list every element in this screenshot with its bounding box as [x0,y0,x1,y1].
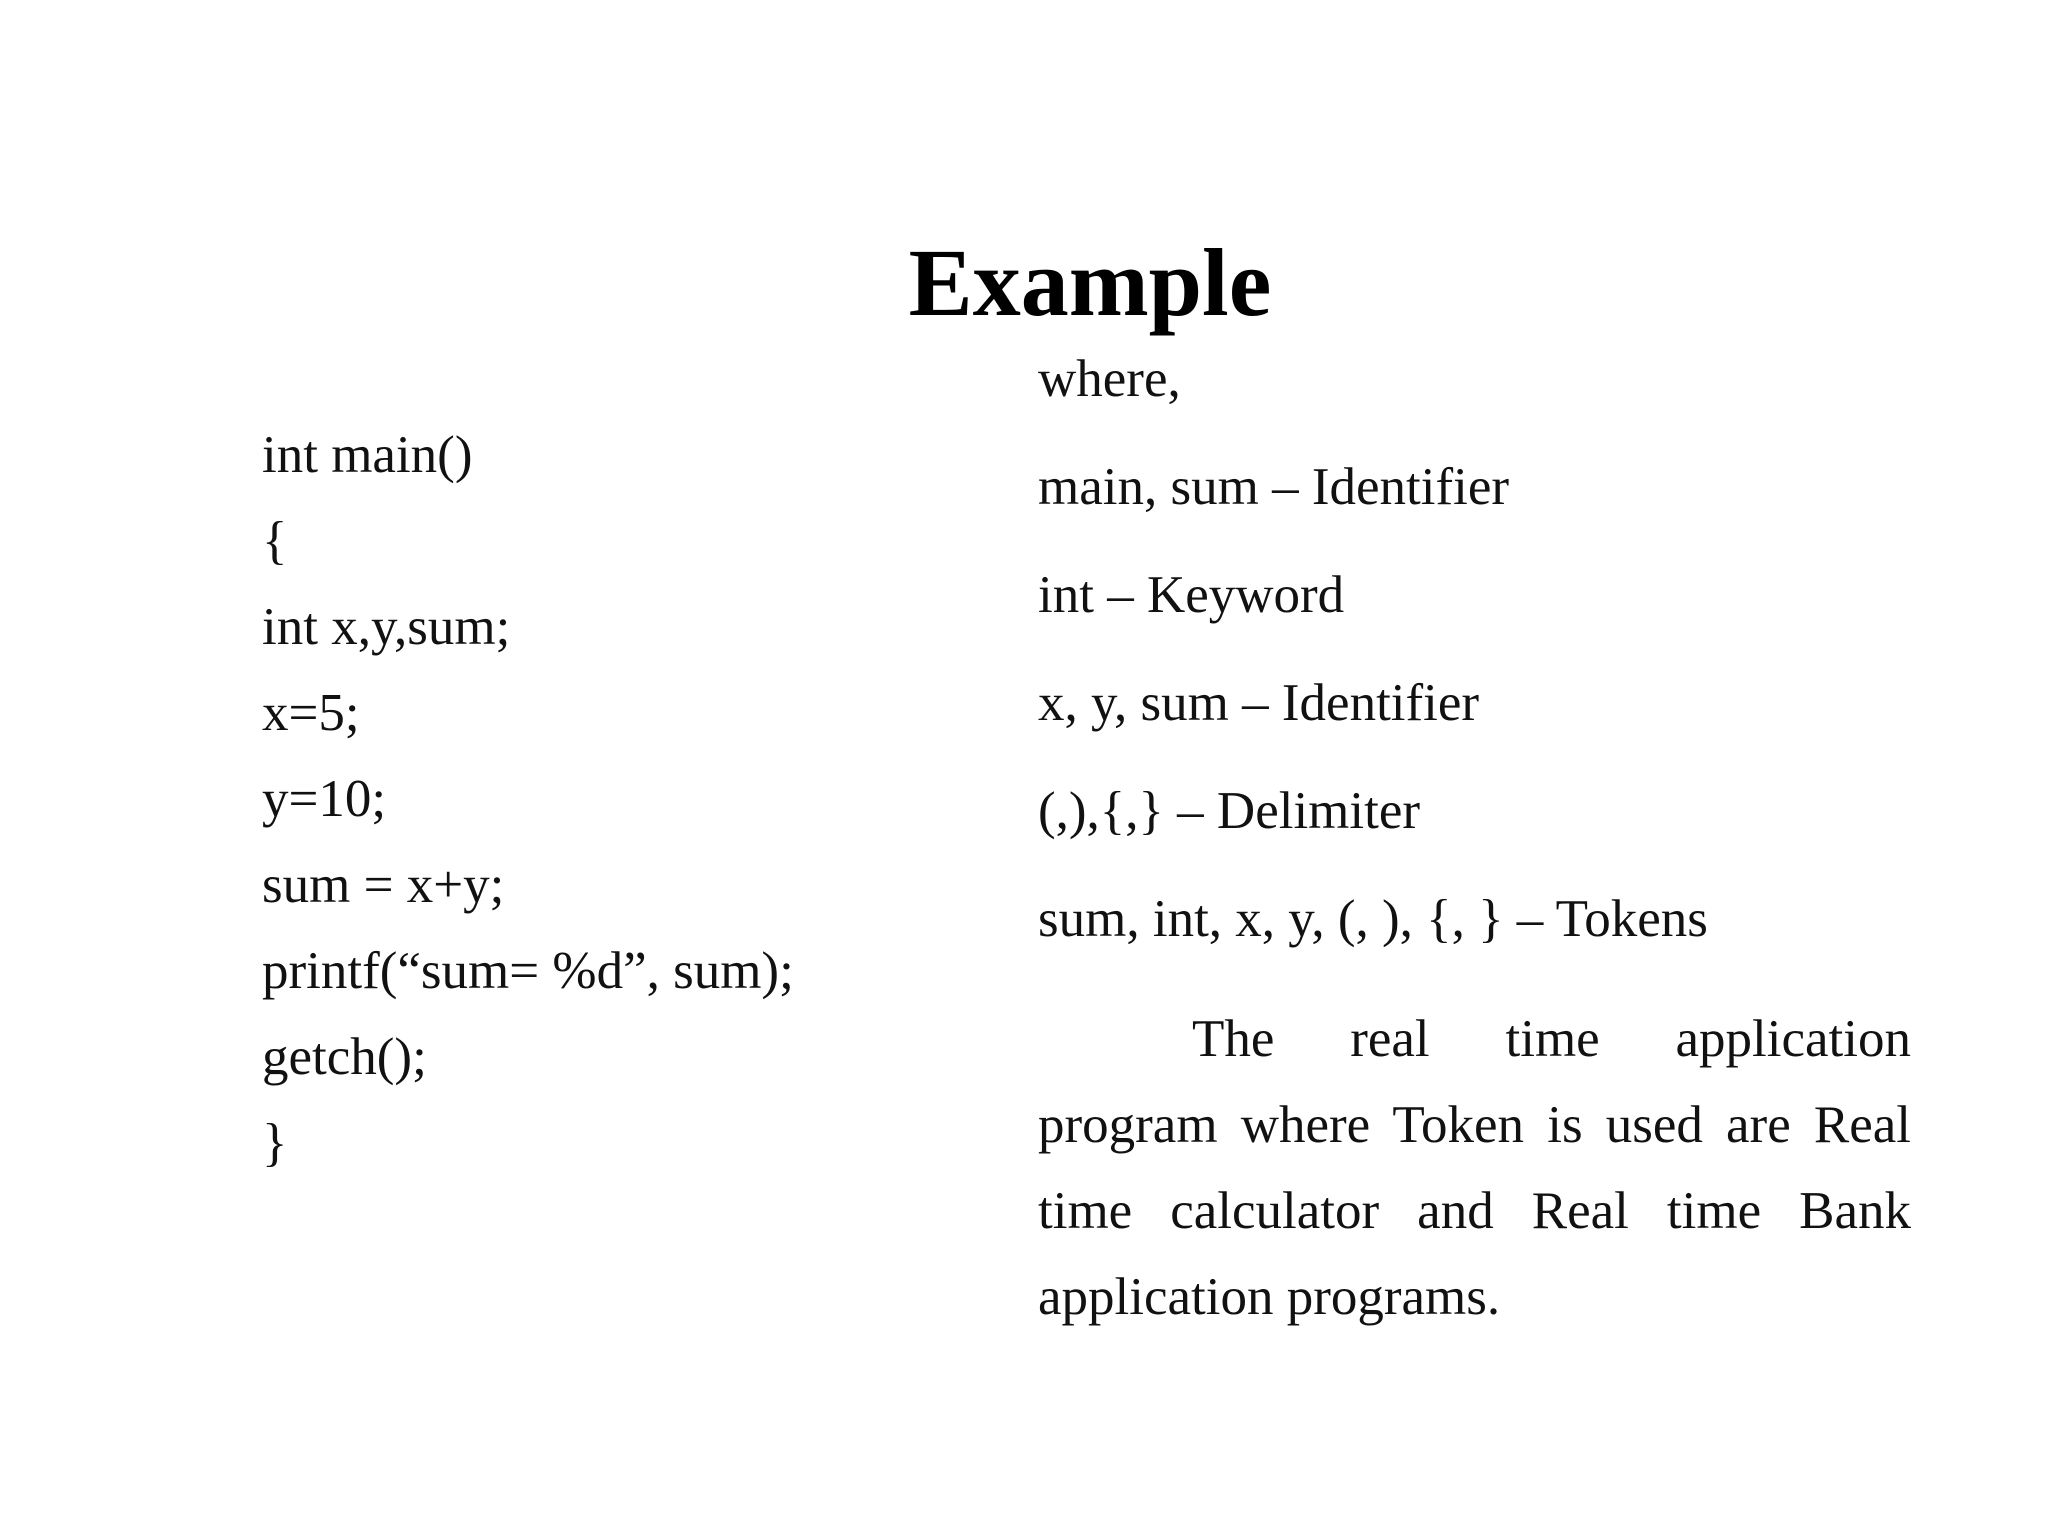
code-line: int main() [262,426,473,484]
code-line: int x,y,sum; [262,598,511,656]
code-line: x=5; [262,684,360,742]
code-block [262,412,962,1186]
explanation-line-delimiter: (,),{,} – Delimiter [1038,782,1421,840]
explanation-line-tokens: sum, int, x, y, (, ), {, } – Tokens [1038,890,1708,948]
code-line: sum = x+y; [262,856,505,914]
explanation-block [1038,348,1911,1393]
explanation-line-where: where, [1038,350,1181,408]
code-line: { [262,512,288,570]
explanation-line-keyword: int – Keyword [1038,566,1345,624]
code-line: printf(“sum= %d”, sum); [262,942,794,1000]
code-line: } [262,1114,288,1172]
slide-title: Example [908,229,1272,336]
explanation-line-identifier-2: x, y, sum – Identifier [1038,674,1480,732]
code-line: y=10; [262,770,387,828]
code-line: getch(); [262,1028,427,1086]
explanation-line-identifier: main, sum – Identifier [1038,458,1509,516]
summary-paragraph: The real time application program where Token is used are Real time calculator and Real time Bank application programs. [1038,1010,1911,1326]
